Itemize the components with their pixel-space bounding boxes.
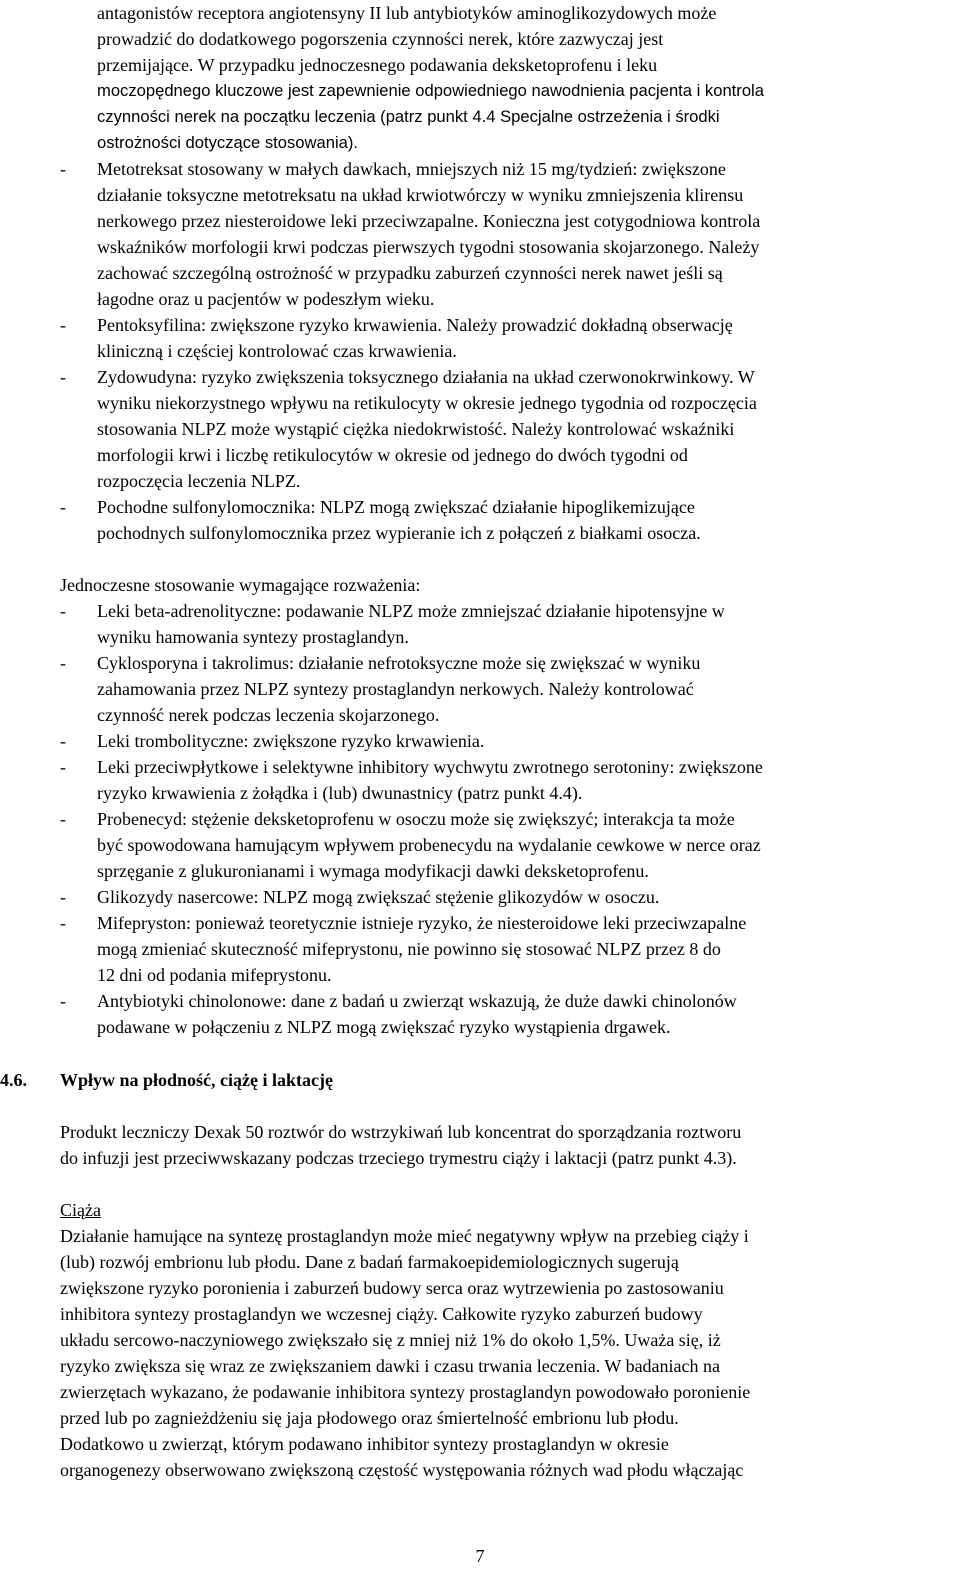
text-line: moczopędnego kluczowe jest zapewnienie odpowiedniego nawodnienia pacjenta i kontrola <box>97 81 764 100</box>
text-line: wyniku niekorzystnego wpływu na retikulocyty w okresie jednego tygodnia od rozpoczęcia <box>97 393 757 413</box>
list-dash: - <box>60 913 66 933</box>
section-number: 4.6. <box>0 1070 27 1090</box>
text-line: wskaźników morfologii krwi podczas pierwszych tygodni stosowania skojarzonego. Należy <box>97 237 760 257</box>
list-dash: - <box>60 159 66 179</box>
list-dash: - <box>60 887 66 907</box>
text-line: przemijające. W przypadku jednoczesnego podawania deksketoprofenu i leku <box>97 55 658 75</box>
list-dash: - <box>60 809 66 829</box>
text-line: nerkowego przez niesteroidowe leki przeciwzapalne. Konieczna jest cotygodniowa kontrola <box>97 211 761 231</box>
text-line: Metotreksat stosowany w małych dawkach, mniejszych niż 15 mg/tydzień: zwiększone <box>97 159 726 179</box>
text-line: organogenezy obserwowano zwiększoną częstość występowania różnych wad płodu włączając <box>60 1460 744 1480</box>
text-line: Pentoksyfilina: zwiększone ryzyko krwawienia. Należy prowadzić dokładną obserwację <box>97 315 733 335</box>
list-dash: - <box>60 497 66 517</box>
text-line: antagonistów receptora angiotensyny II lub antybiotyków aminoglikozydowych może <box>97 3 717 23</box>
text-line: być spowodowana hamującym wpływem probenecydu na wydalanie cewkowe w nerce oraz <box>97 835 761 855</box>
text-line: Leki beta-adrenolityczne: podawanie NLPZ może zmniejszać działanie hipotensyjne w <box>97 601 725 621</box>
text-line: przed lub po zagnieżdżeniu się jaja płodowego oraz śmiertelność embrionu lub płodu. <box>60 1408 679 1428</box>
text-line: układu sercowo-naczyniowego zwiększało się z mniej niż 1% do około 1,5%. Uważa się, iż <box>60 1330 721 1350</box>
text-line: Leki przeciwpłytkowe i selektywne inhibitory wychwytu zwrotnego serotoniny: zwiększone <box>97 757 763 777</box>
text-line: łagodne oraz u pacjentów w podeszłym wieku. <box>97 289 435 309</box>
text-line: sprzęganie z glukuronianami i wymaga modyfikacji dawki deksketoprofenu. <box>97 861 649 881</box>
text-line: Zydowudyna: ryzyko zwiększenia toksycznego działania na układ czerwonokrwinkowy. W <box>97 367 755 387</box>
text-line: Leki trombolityczne: zwiększone ryzyko krwawienia. <box>97 731 485 751</box>
text-line: podawane w połączeniu z NLPZ mogą zwiększać ryzyko wystąpienia drgawek. <box>97 1017 671 1037</box>
text-line: Glikozydy nasercowe: NLPZ mogą zwiększać stężenie glikozydów w osoczu. <box>97 887 660 907</box>
text-line: 12 dni od podania mifeprystonu. <box>97 965 332 985</box>
section-title: Wpływ na płodność, ciążę i laktację <box>60 1070 333 1090</box>
text-line: pochodnych sulfonylomocznika przez wypieranie ich z połączeń z białkami osocza. <box>97 523 701 543</box>
text-line: Antybiotyki chinolonowe: dane z badań u zwierząt wskazują, że duże dawki chinolonów <box>97 991 737 1011</box>
text-line: stosowania NLPZ może wystąpić ciężka niedokrwistość. Należy kontrolować wskaźniki <box>97 419 735 439</box>
subsection-title: Ciąża <box>60 1200 101 1220</box>
subsection-heading: Jednoczesne stosowanie wymagające rozważenia: <box>60 575 421 595</box>
text-line: rozpoczęcia leczenia NLPZ. <box>97 471 301 491</box>
text-line: mogą zmieniać skuteczność mifeprystonu, nie powinno się stosować NLPZ przez 8 do <box>97 939 721 959</box>
list-dash: - <box>60 757 66 777</box>
text-line: Probenecyd: stężenie deksketoprofenu w osoczu może się zwiększyć; interakcja ta może <box>97 809 735 829</box>
text-line: zwiększone ryzyko poronienia i zaburzeń budowy serca oraz wytrzewienia po zastosowaniu <box>60 1278 724 1298</box>
list-dash: - <box>60 653 66 673</box>
text-line: do infuzji jest przeciwwskazany podczas trzeciego trymestru ciąży i laktacji (patrz punkt 4.3). <box>60 1148 737 1168</box>
text-line: Dodatkowo u zwierząt, którym podawano inhibitor syntezy prostaglandyn w okresie <box>60 1434 669 1454</box>
text-line: prowadzić do dodatkowego pogorszenia czynności nerek, które zazwyczaj jest <box>97 29 664 49</box>
text-line: czynność nerek podczas leczenia skojarzonego. <box>97 705 440 725</box>
text-line: zwierzętach wykazano, że podawanie inhibitora syntezy prostaglandyn powodowało poronienie <box>60 1382 751 1402</box>
text-line: działanie toksyczne metotreksatu na układ krwiotwórczy w wyniku zmniejszenia klirensu <box>97 185 744 205</box>
text-line: Działanie hamujące na syntezę prostaglandyn może mieć negatywny wpływ na przebieg ciąży i <box>60 1226 749 1246</box>
list-dash: - <box>60 367 66 387</box>
list-dash: - <box>60 991 66 1011</box>
list-dash: - <box>60 731 66 751</box>
text-line: kliniczną i częściej kontrolować czas krwawienia. <box>97 341 457 361</box>
text-line: morfologii krwi i liczbę retikulocytów w okresie od jednego do dwóch tygodni od <box>97 445 688 465</box>
text-line: inhibitora syntezy prostaglandyn we wczesnej ciąży. Całkowite ryzyko zaburzeń budowy <box>60 1304 703 1324</box>
text-line: (lub) rozwój embrionu lub płodu. Dane z badań farmakoepidemiologicznych sugerują <box>60 1252 679 1272</box>
page-number: 7 <box>475 1546 485 1566</box>
text-line: wyniku hamowania syntezy prostaglandyn. <box>97 627 409 647</box>
text-line: ryzyko zwiększa się wraz ze zwiększaniem dawki i czasu trwania leczenia. W badaniach na <box>60 1356 721 1376</box>
text-line: Pochodne sulfonylomocznika: NLPZ mogą zwiększać działanie hipoglikemizujące <box>97 497 695 517</box>
list-dash: - <box>60 601 66 621</box>
text-line: Cyklosporyna i takrolimus: działanie nefrotoksyczne może się zwiększać w wyniku <box>97 653 701 673</box>
text-line: ostrożności dotyczące stosowania). <box>97 133 359 152</box>
text-line: Mifepryston: ponieważ teoretycznie istnieje ryzyko, że niesteroidowe leki przeciwzapalne <box>97 913 747 933</box>
text-line: Produkt leczniczy Dexak 50 roztwór do wstrzykiwań lub koncentrat do sporządzania roztworu <box>60 1122 742 1142</box>
text-line: zahamowania przez NLPZ syntezy prostaglandyn nerkowych. Należy kontrolować <box>97 679 694 699</box>
list-dash: - <box>60 315 66 335</box>
text-line: czynności nerek na początku leczenia (patrz punkt 4.4 Specjalne ostrzeżenia i środki <box>97 107 720 126</box>
text-line: ryzyko krwawienia z żołądka i (lub) dwunastnicy (patrz punkt 4.4). <box>97 783 583 803</box>
text-line: zachować szczególną ostrożność w przypadku zaburzeń czynności nerek nawet jeśli są <box>97 263 723 283</box>
